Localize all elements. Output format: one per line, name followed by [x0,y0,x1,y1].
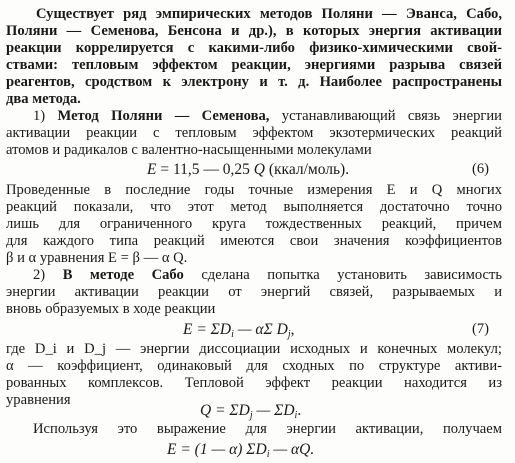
equation-6-units: (ккал/моль). [264,161,350,178]
equation-6 [147,160,349,179]
equation-q-sub-a: j [249,410,253,421]
equation-6-rhs: = 11,5 — 0,25 [156,161,254,178]
intro-line-4: ствами: тепловым эффектом реакции, энергиями разрыва связей [6,57,502,73]
equation-final [167,440,314,459]
equation-6-var: Q [253,161,265,178]
method-1-line-1-rest: устанавливающий связь энергии [281,108,502,124]
equation-q-sub-b: i [294,410,298,421]
para7-line-4: уравнения [6,392,71,408]
para7-line-3: рованных комплексов. Тепловой эффект реакции находится из [6,375,502,391]
equation-q [200,401,301,420]
method-1-line-3: атомов и радикалов с валентно-насыщенными молекулами [6,142,372,158]
method-2-line-1-rest: сделана попытка установить зависимость [201,267,502,283]
equation-7 [183,320,294,339]
equation-final-sub-a: i [266,449,270,460]
equation-7-part-b: — αΣ D [233,321,288,338]
equation-final-part-b: — αQ. [269,441,315,458]
intro-line-3: реакции коррелируется с какими-либо физико-химическими свой- [6,40,502,56]
para6-line-2: реакций показали, что этот метод выполняется достаточно точно [6,199,502,215]
para6-line-4: для каждого типа реакций имеются свои значения коэффициентов [6,233,502,249]
equation-6-number: (6) [472,161,490,177]
method-2-line-1 [33,267,502,284]
intro-line-5: реагентов, сродством к электрону и т. д. Наиболее распространены [6,74,502,90]
equation-7-sub-a: i [231,329,234,340]
equation-q-part-b: — ΣD [252,402,295,419]
equation-q-part-c: . [297,402,302,419]
method-1-number: 1) [33,108,46,124]
equation-7-number: (7) [472,321,490,337]
method-2-line-2: энергии активации реакции от энергий связей, разрываемых и [6,284,502,300]
equation-7-part-c: , [290,321,295,338]
equation-7-part-a: E = ΣD [183,321,232,338]
intro-line-2: Поляни — Семенова, Бенсона и др.), в которых энергия активации [6,23,502,39]
method-1-line-1 [33,108,502,125]
intro-line-6: два метода. [6,91,81,107]
para7-line-1: где D_i и D_j — энергии диссоциации исходных и конечных молекул; [6,341,502,357]
para7-line-2: α — коэффициент, одинаковый для сходных по структуре активи- [6,358,502,374]
para6-line-1: Проведенные в последние годы точные измерения E и Q многих [6,182,502,198]
equation-7-sub-b: j [287,329,291,340]
para6-line-5: β и α уравнения E = β — α Q. [6,250,188,266]
method-2-number: 2) [33,267,46,283]
method-2-title: В методе Сабо [62,267,184,283]
equation-q-part-a: Q = ΣD [200,402,250,419]
intro-line-1: Существует ряд эмпирических методов Поляни — Эванса, Сабо, [36,6,502,22]
method-1-title: Метод Поляни — Семенова, [57,108,270,124]
para6-line-3: лишь для ограниченного круга тождественных реакций, причем [6,216,502,232]
final-line: Используя это выражение для энергии активации, получаем [33,421,502,437]
equation-6-lhs: E [147,161,157,178]
method-2-line-3: вновь образуемых в ходе реакции [6,301,216,317]
method-1-line-2: активации реакции с тепловым эффектом экзотермических реакций [6,125,502,141]
equation-final-part-a: E = (1 — α) ΣD [167,441,267,458]
